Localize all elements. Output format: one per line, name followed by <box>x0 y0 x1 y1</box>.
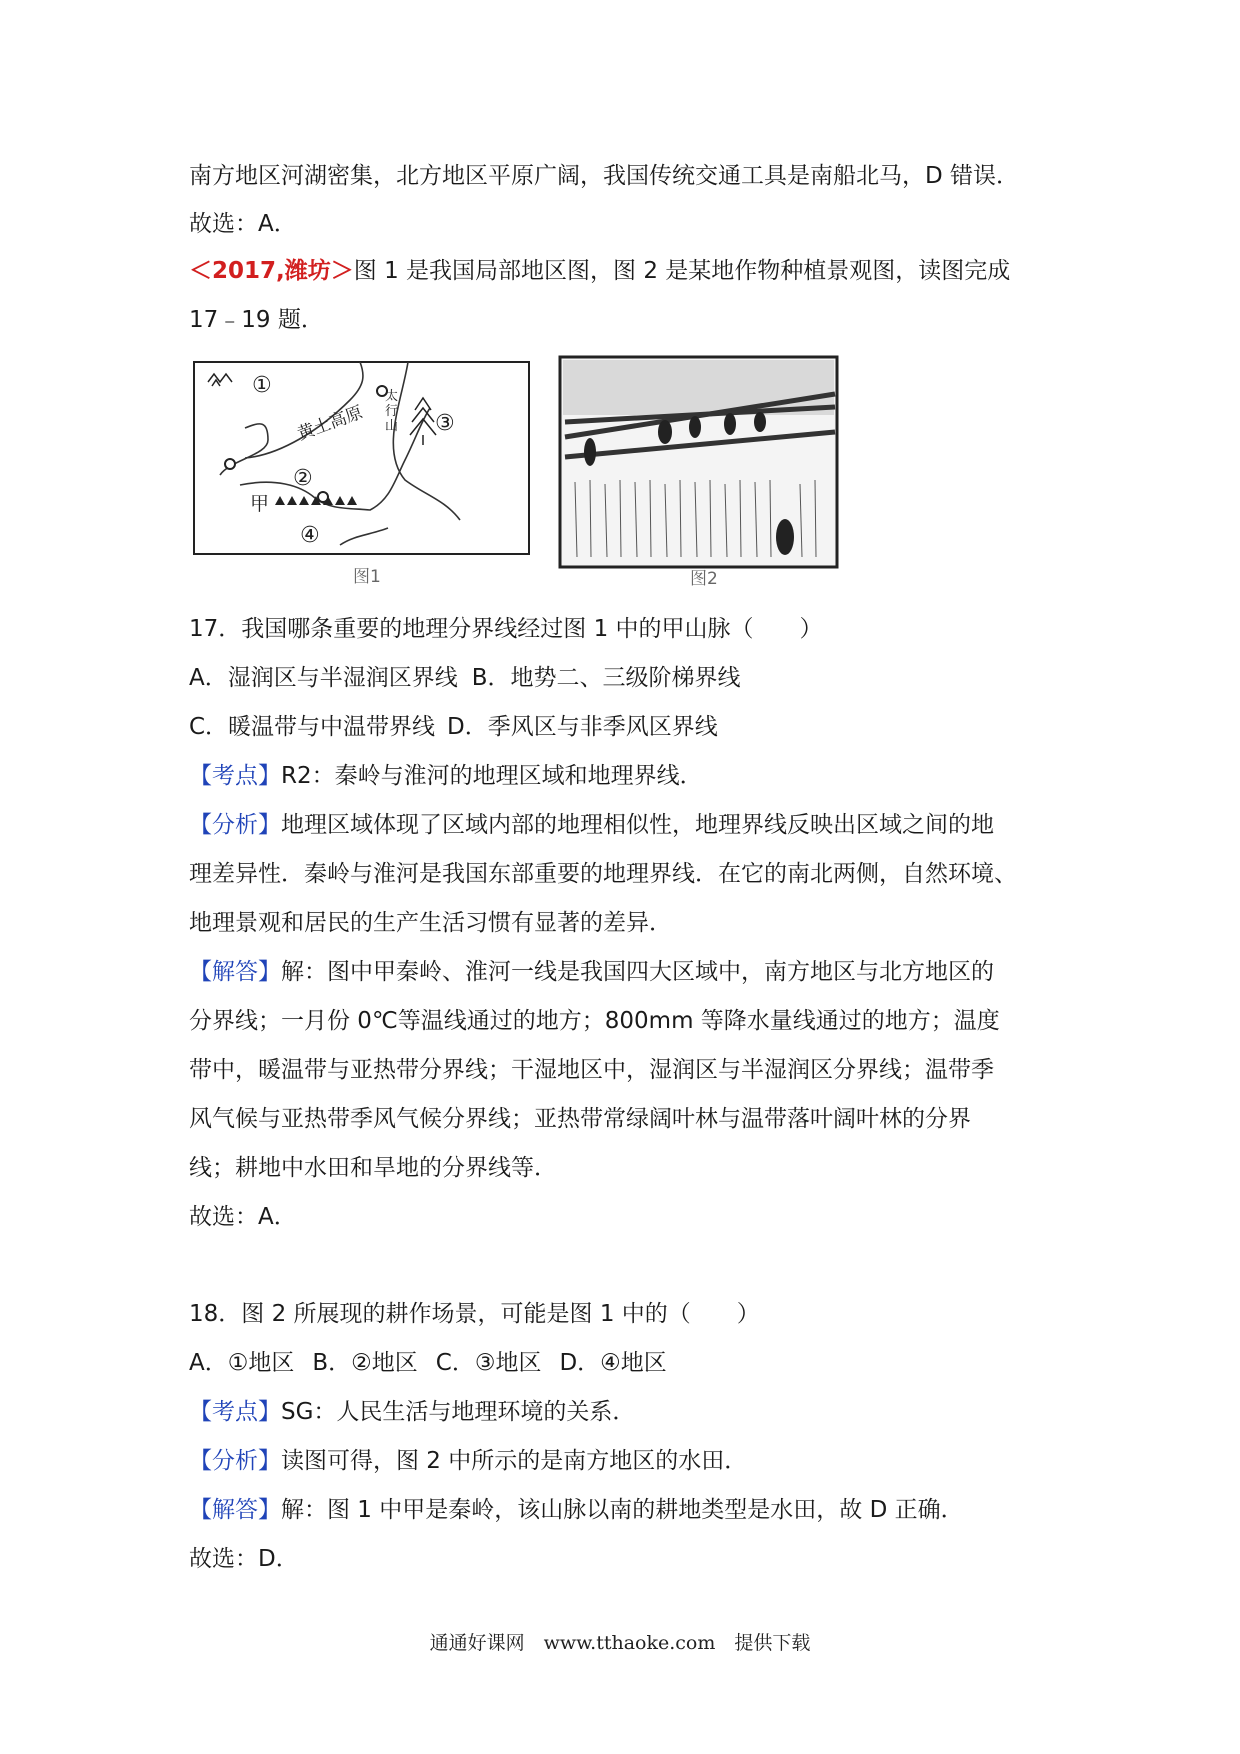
answer-line: 故选：A． <box>189 211 297 237</box>
jieda-18 <box>189 1486 1069 1535</box>
option-a: A．湿润区与半湿润区界线 <box>189 665 458 691</box>
jieda-text: 解：图 1 中甲是秦岭，该山脉以南的耕地类型是水田，故 D 正确． <box>281 1497 964 1523</box>
option-b: B．②地区 <box>312 1350 418 1376</box>
text-line: 南方地区河湖密集，北方地区平原广阔，我国传统交通工具是南船北马，D 错误． <box>189 163 1020 189</box>
label-mountain <box>385 388 398 434</box>
kaodian-18 <box>189 1388 1069 1437</box>
question-18-stem: 18．图 2 所展现的耕作场景，可能是图 1 中的（ ） <box>189 1301 760 1327</box>
option-a: A．①地区 <box>189 1350 295 1376</box>
label-area-4: ④ <box>300 523 320 548</box>
fenxi-text: 地理区域体现了区域内部的地理相似性，地理界线反映出区域之间的地 <box>281 812 994 838</box>
option-c: C．暖温带与中温带界线 <box>189 714 436 740</box>
fenxi-tag: 【分析】 <box>189 812 281 838</box>
fenxi-17-line-2: 理差异性．秦岭与淮河是我国东部重要的地理界线．在它的南北两侧，自然环境、 <box>189 861 1017 887</box>
kaodian-17 <box>189 752 1069 801</box>
option-b: B．地势二、三级阶梯界线 <box>471 665 741 691</box>
question-17-stem: 17．我国哪条重要的地理分界线经过图 1 中的甲山脉（ ） <box>189 616 823 642</box>
fenxi-tag: 【分析】 <box>189 1448 281 1474</box>
figure-1-caption: 图1 <box>353 567 381 585</box>
jieda-tag: 【解答】 <box>189 959 281 985</box>
sky-area <box>563 360 834 415</box>
figure-1-map <box>190 360 535 585</box>
kaodian-text: SG：人民生活与地理环境的关系． <box>281 1399 636 1425</box>
kaodian-text: R2：秦岭与淮河的地理区域和地理界线． <box>281 763 703 789</box>
jieda-17-line-4: 风气候与亚热带季风气候分界线；亚热带常绿阔叶林与温带落叶阔叶林的分界 <box>189 1106 971 1132</box>
label-area-1: ① <box>252 373 272 398</box>
jieda-17-line-3: 带中，暖温带与亚热带分界线；干湿地区中，湿润区与半湿润区分界线；温带季 <box>189 1057 994 1083</box>
label-mountain-char: 太行山 <box>385 389 399 434</box>
fenxi-17-line-3: 地理景观和居民的生产生活习惯有显著的差异． <box>189 910 672 936</box>
jieda-17-line-5: 线；耕地中水田和旱地的分界线等． <box>189 1155 557 1181</box>
answer-17: 故选：A． <box>189 1204 297 1230</box>
city-marker <box>225 459 235 469</box>
fenxi-18 <box>189 1437 1069 1486</box>
answer-18: 故选：D． <box>189 1546 299 1572</box>
fenxi-text: 读图可得，图 2 中所示的是南方地区的水田． <box>281 1448 748 1474</box>
label-plateau: 黄土高原 <box>294 402 366 445</box>
jieda-text: 解：图中甲秦岭、淮河一线是我国四大区域中，南方地区与北方地区的 <box>281 959 994 985</box>
jieda-17-line-2: 分界线；一月份 0℃等温线通过的地方；800mm 等降水量线通过的地方；温度 <box>189 1008 1000 1034</box>
city-marker <box>318 492 328 502</box>
label-area-3: ③ <box>435 411 455 436</box>
question-18-options <box>189 1339 1069 1388</box>
option-d: D．季风区与非季风区界线 <box>447 714 718 740</box>
label-jia: 甲 <box>250 493 270 515</box>
kaodian-tag: 【考点】 <box>189 763 281 789</box>
question-17-options-cd <box>189 703 1069 752</box>
kaodian-tag: 【考点】 <box>189 1399 281 1425</box>
intro-line <box>189 247 1069 296</box>
figure-2-photo <box>555 352 845 587</box>
intro-line-2: 17﹣19 题． <box>189 307 324 333</box>
page-footer: 通通好课网 www.tthaoke.com 提供下载 <box>429 1632 811 1654</box>
jieda-tag: 【解答】 <box>189 1497 281 1523</box>
label-area-2: ② <box>293 466 313 491</box>
figure-2-caption: 图2 <box>690 569 718 587</box>
source-tag: ＜2017,潍坊＞ <box>189 258 354 284</box>
question-17-options-ab <box>189 654 1069 703</box>
fenxi-17-line-1 <box>189 801 1069 850</box>
intro-text: 图 1 是我国局部地区图，图 2 是某地作物种植景观图，读图完成 <box>353 258 1011 284</box>
jieda-17-line-1 <box>189 948 1069 997</box>
option-c: C．③地区 <box>435 1350 542 1376</box>
map-frame <box>194 362 529 554</box>
option-d: D．④地区 <box>559 1350 667 1376</box>
